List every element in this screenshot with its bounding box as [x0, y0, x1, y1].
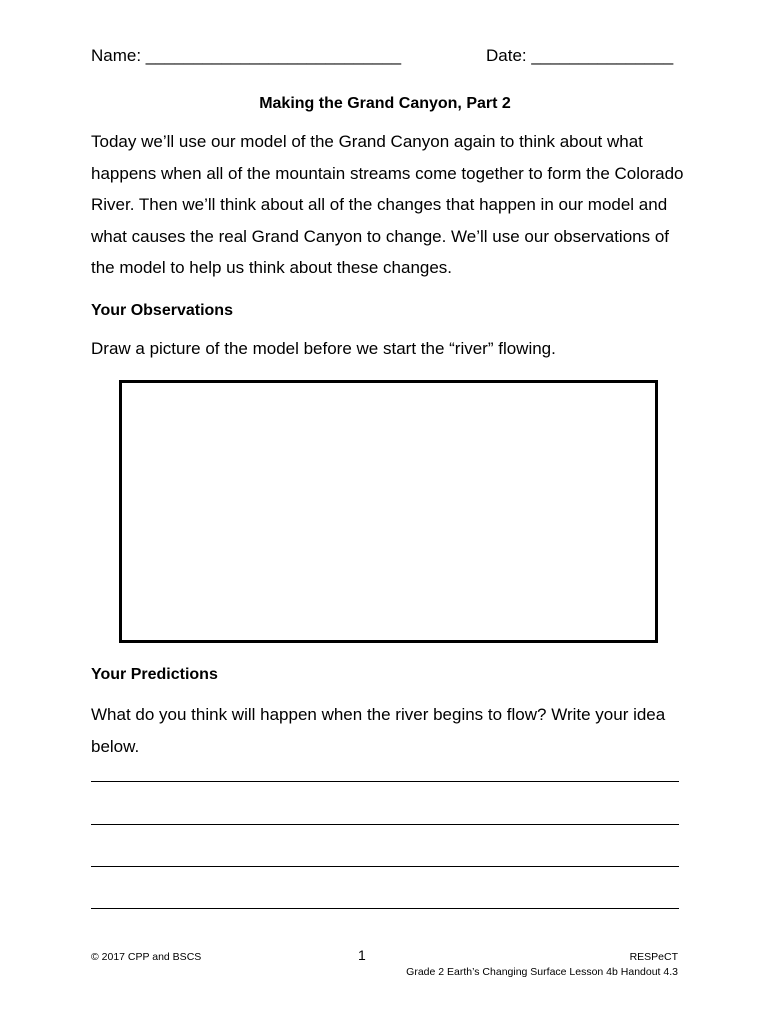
name-field-label: Name: ___________________________: [91, 46, 402, 65]
observations-heading: Your Observations: [91, 302, 233, 319]
footer-program: RESPeCT: [629, 951, 678, 963]
drawing-prompt: Draw a picture of the model before we start the “river” flowing.: [91, 339, 556, 358]
answer-line: [91, 866, 679, 867]
footer-copyright: © 2017 CPP and BSCS: [91, 951, 202, 963]
intro-paragraph: Today we’ll use our model of the Grand Canyon again to think about what happens when all of the mountain streams come together to form the Colorado River. Then we’ll think about all of the changes that happen in our model and what causes the real Grand Canyon to change. We’ll use our observations of the model to help us think about these changes.: [91, 132, 684, 277]
answer-line: [91, 781, 679, 782]
date-field-label: Date: _______________: [486, 46, 674, 65]
drawing-box: [119, 380, 658, 643]
footer-lesson: Grade 2 Earth’s Changing Surface Lesson 4b Handout 4.3: [406, 966, 678, 978]
predictions-prompt: What do you think will happen when the river begins to flow? Write your idea below.: [91, 705, 666, 756]
answer-line: [91, 908, 679, 909]
page-number: 1: [358, 947, 366, 963]
predictions-heading: Your Predictions: [91, 666, 218, 683]
page-title: Making the Grand Canyon, Part 2: [259, 95, 511, 112]
answer-line: [91, 824, 679, 825]
